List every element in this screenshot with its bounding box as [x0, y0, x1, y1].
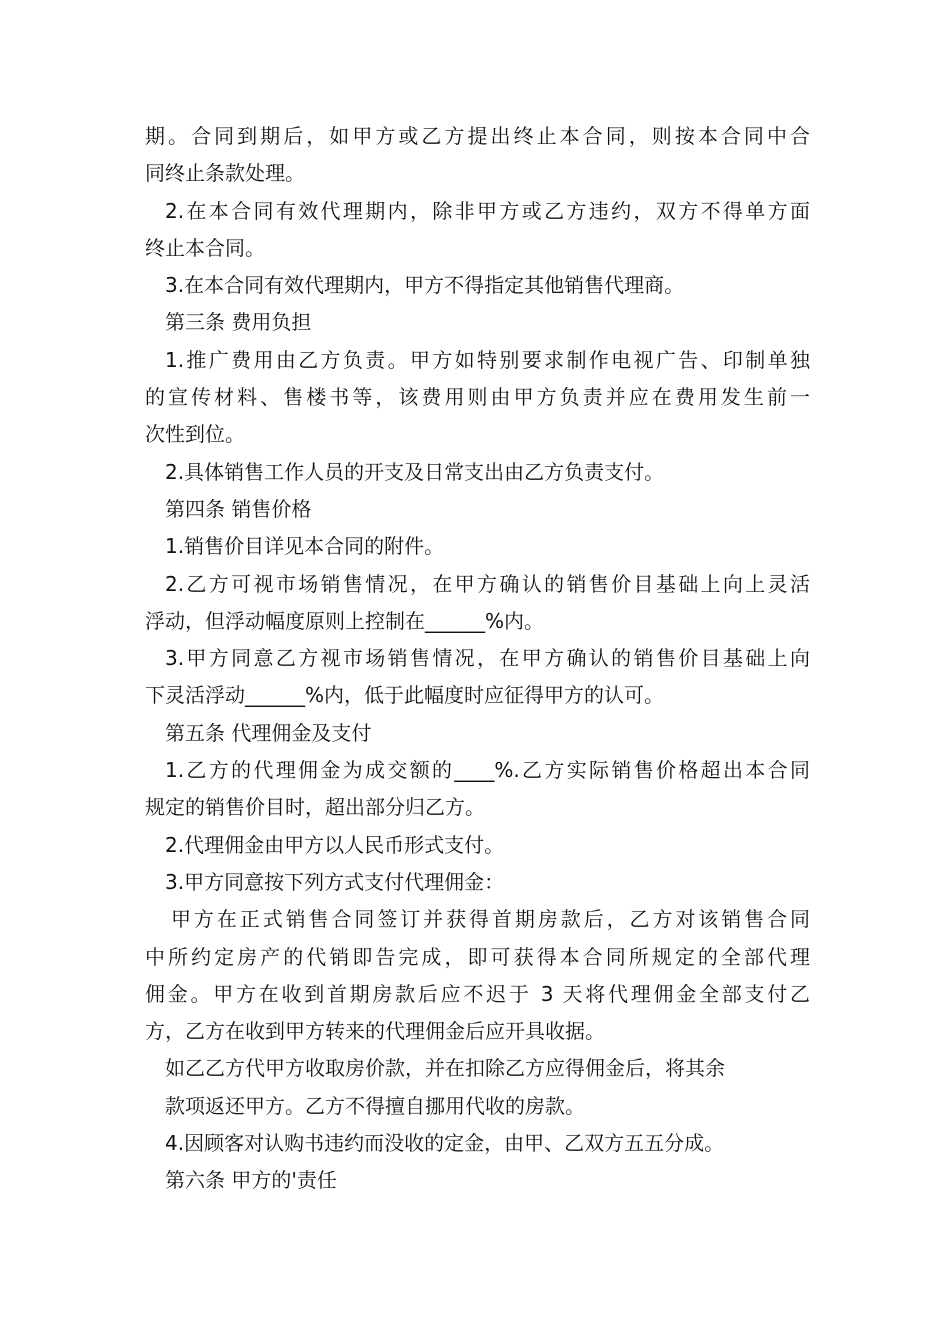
- text-line: 浮动，但浮动幅度原则上控制在______%内。: [145, 608, 545, 633]
- text-line: 1.推广费用由乙方负责。甲方如特别要求制作电视广告、印制单独: [165, 347, 810, 372]
- text-line: 次性到位。: [145, 422, 245, 447]
- section-heading: 第四条 销售价格: [165, 496, 312, 521]
- text-line: 同终止条款处理。: [145, 161, 305, 186]
- text-line: 规定的销售价目时，超出部分归乙方。: [145, 795, 485, 820]
- text-line: 甲方在正式销售合同签订并获得首期房款后，乙方对该销售合同: [171, 907, 810, 932]
- text-line: 的宣传材料、售楼书等，该费用则由甲方负责并应在费用发生前一: [145, 385, 810, 410]
- text-line: 2.具体销售工作人员的开支及日常支出由乙方负责支付。: [165, 459, 665, 484]
- text-line: 佣金。甲方在收到首期房款后应不迟于 3 天将代理佣金全部支付乙: [145, 981, 810, 1006]
- text-line: 2.乙方可视市场销售情况，在甲方确认的销售价目基础上向上灵活: [165, 571, 810, 596]
- text-line: 2.代理佣金由甲方以人民币形式支付。: [165, 832, 505, 857]
- text-line: 2.在本合同有效代理期内，除非甲方或乙方违约，双方不得单方面: [165, 198, 810, 223]
- text-line: 3.甲方同意按下列方式支付代理佣金：: [165, 869, 505, 894]
- text-line: 1.乙方的代理佣金为成交额的____%.乙方实际销售价格超出本合同: [165, 758, 810, 783]
- text-line: 下灵活浮动______%内，低于此幅度时应征得甲方的认可。: [145, 683, 665, 708]
- text-line: 3.甲方同意乙方视市场销售情况，在甲方确认的销售价目基础上向: [165, 646, 810, 671]
- section-heading: 第三条 费用负担: [165, 310, 312, 335]
- text-line: 如乙乙方代甲方收取房价款，并在扣除乙方应得佣金后，将其余: [165, 1056, 725, 1081]
- text-line: 方，乙方在收到甲方转来的代理佣金后应开具收据。: [145, 1019, 605, 1044]
- text-line: 3.在本合同有效代理期内，甲方不得指定其他销售代理商。: [165, 273, 685, 298]
- text-line: 1.销售价目详见本合同的附件。: [165, 534, 445, 559]
- text-line: 中所约定房产的代销即告完成，即可获得本合同所规定的全部代理: [145, 944, 810, 969]
- text-line: 终止本合同。: [145, 235, 265, 260]
- text-line: 期。合同到期后，如甲方或乙方提出终止本合同，则按本合同中合: [145, 124, 810, 148]
- section-heading: 第六条 甲方的'责任: [165, 1168, 337, 1193]
- document-body: [145, 118, 810, 1200]
- section-heading: 第五条 代理佣金及支付: [165, 720, 372, 745]
- text-line: 4.因顾客对认购书违约而没收的定金，由甲、乙双方五五分成。: [165, 1131, 725, 1156]
- text-line: 款项返还甲方。乙方不得擅自挪用代收的房款。: [165, 1093, 585, 1118]
